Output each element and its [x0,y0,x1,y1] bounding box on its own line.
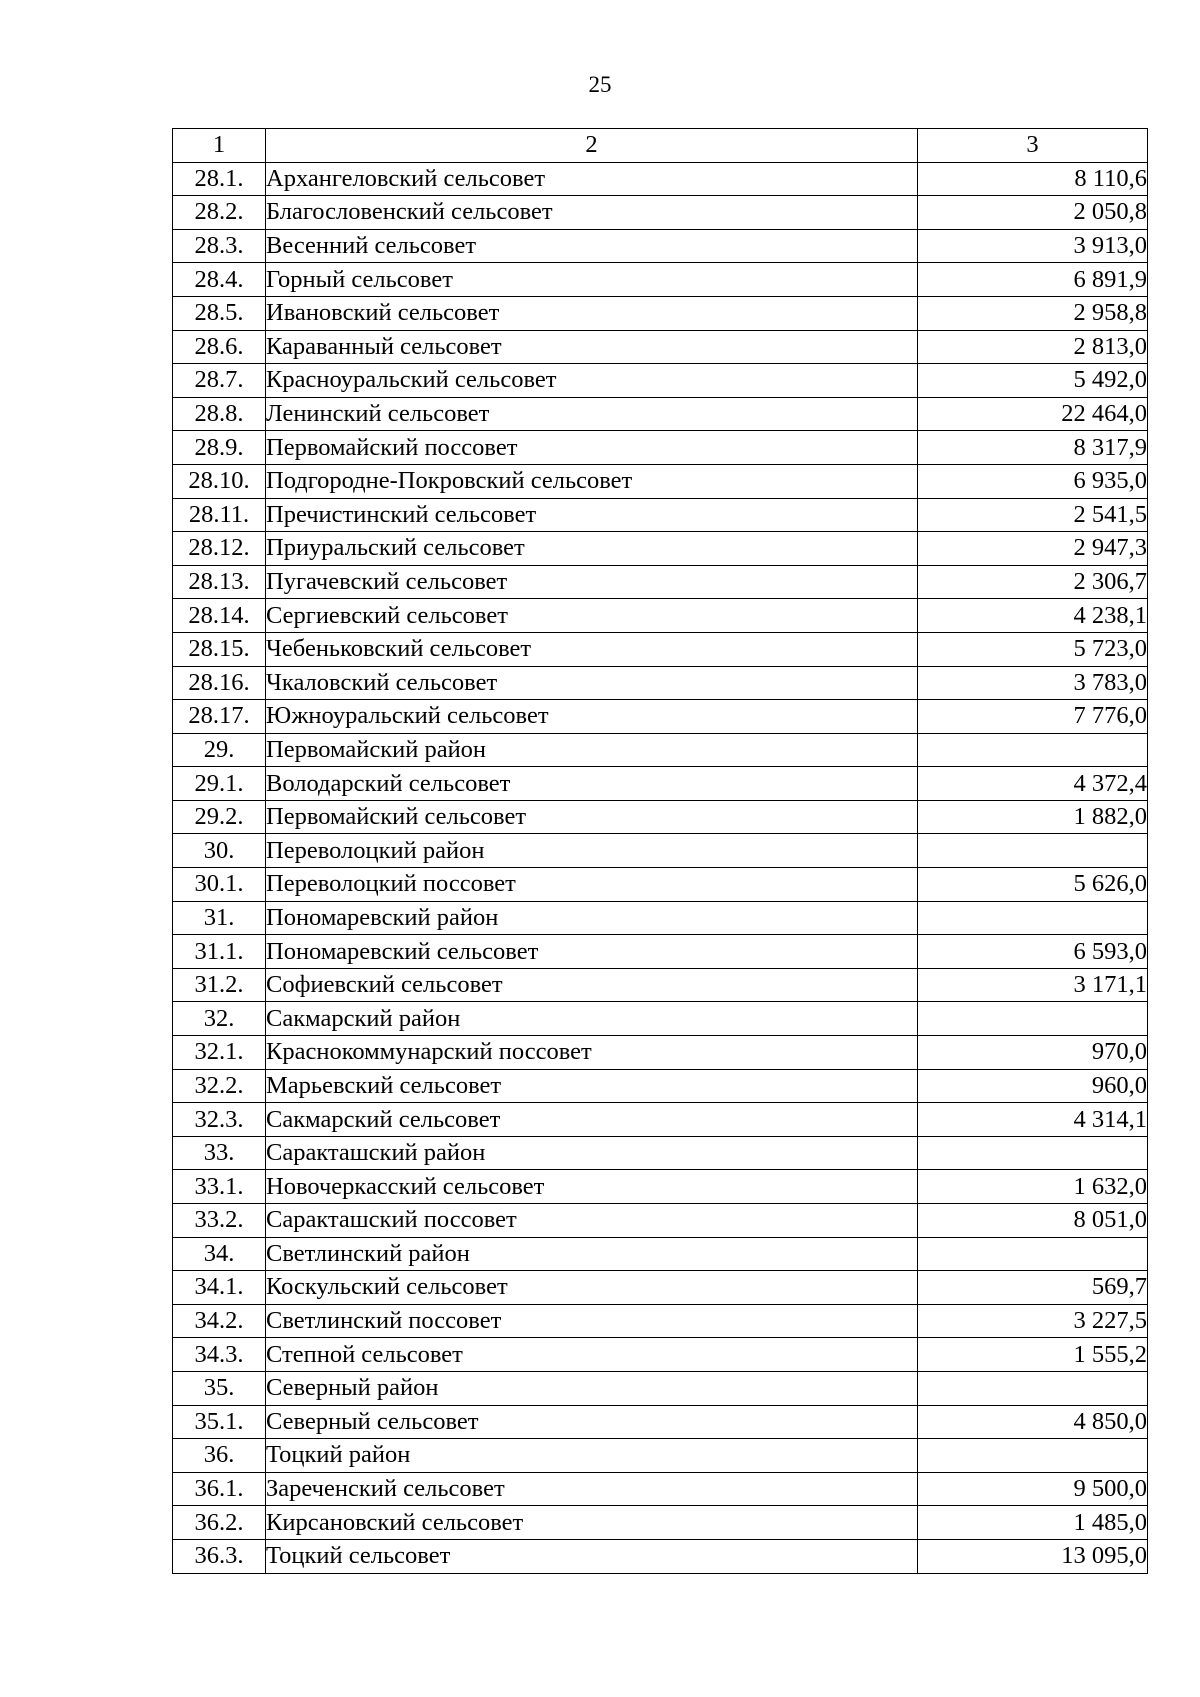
row-value: 6 891,9 [918,263,1148,297]
row-name: Северный район [266,1371,918,1405]
row-name: Южноуральский сельсовет [266,700,918,734]
row-name: Красноуральский сельсовет [266,364,918,398]
page-number: 25 [588,72,612,97]
row-value: 22 464,0 [918,397,1148,431]
row-name: Степной сельсовет [266,1338,918,1372]
row-number: 36.2. [173,1506,266,1540]
row-number: 31.1. [173,935,266,969]
row-value: 2 050,8 [918,196,1148,230]
row-number: 36.3. [173,1539,266,1573]
table-row [173,1136,1148,1170]
row-name: Ивановский сельсовет [266,296,918,330]
table-row [173,700,1148,734]
row-name: Пономаревский район [266,901,918,935]
row-value: 8 110,6 [918,162,1148,196]
row-value: 2 541,5 [918,498,1148,532]
table-row [173,666,1148,700]
row-number: 34.1. [173,1271,266,1305]
row-value: 960,0 [918,1069,1148,1103]
row-value [918,1439,1148,1473]
table-row [173,1002,1148,1036]
row-number: 28.11. [173,498,266,532]
row-name: Сакмарский сельсовет [266,1103,918,1137]
row-value: 6 935,0 [918,464,1148,498]
header-col-3: 3 [918,129,1148,163]
row-name: Пономаревский сельсовет [266,935,918,969]
table-row [173,464,1148,498]
row-value: 4 238,1 [918,599,1148,633]
row-number: 28.6. [173,330,266,364]
row-value [918,1002,1148,1036]
table-row [173,565,1148,599]
table-row [173,532,1148,566]
row-number: 29.1. [173,767,266,801]
row-name: Тоцкий сельсовет [266,1539,918,1573]
row-number: 29. [173,733,266,767]
row-value [918,733,1148,767]
table-row [173,800,1148,834]
header-col-2: 2 [266,129,918,163]
table-row [173,1439,1148,1473]
row-number: 28.10. [173,464,266,498]
table-row [173,263,1148,297]
row-name: Приуральский сельсовет [266,532,918,566]
row-value: 5 492,0 [918,364,1148,398]
table-body [173,129,1148,1574]
row-name: Саракташский поссовет [266,1204,918,1238]
table-row [173,296,1148,330]
row-number: 34.3. [173,1338,266,1372]
table-row [173,397,1148,431]
row-value: 3 227,5 [918,1304,1148,1338]
table-row [173,431,1148,465]
row-number: 33. [173,1136,266,1170]
table-row [173,162,1148,196]
row-value: 1 485,0 [918,1506,1148,1540]
row-value: 2 813,0 [918,330,1148,364]
table-row [173,1103,1148,1137]
row-number: 28.15. [173,632,266,666]
row-value: 4 314,1 [918,1103,1148,1137]
table-row [173,1170,1148,1204]
row-number: 28.17. [173,700,266,734]
row-name: Первомайский сельсовет [266,800,918,834]
row-number: 28.12. [173,532,266,566]
table-row [173,1371,1148,1405]
row-number: 30.1. [173,868,266,902]
row-value: 1 882,0 [918,800,1148,834]
row-number: 31.2. [173,968,266,1002]
row-value: 970,0 [918,1036,1148,1070]
table-header-row [173,129,1148,163]
table-row [173,1304,1148,1338]
row-value [918,901,1148,935]
row-value: 7 776,0 [918,700,1148,734]
row-number: 34. [173,1237,266,1271]
row-number: 35.1. [173,1405,266,1439]
table-row [173,1405,1148,1439]
row-name: Марьевский сельсовет [266,1069,918,1103]
row-number: 28.7. [173,364,266,398]
row-number: 33.1. [173,1170,266,1204]
row-value: 6 593,0 [918,935,1148,969]
row-number: 30. [173,834,266,868]
row-value: 4 850,0 [918,1405,1148,1439]
row-number: 28.3. [173,229,266,263]
table-row [173,1204,1148,1238]
header-col-1: 1 [173,129,266,163]
row-number: 28.14. [173,599,266,633]
row-number: 29.2. [173,800,266,834]
row-value: 8 051,0 [918,1204,1148,1238]
row-name: Благословенский сельсовет [266,196,918,230]
row-value [918,1136,1148,1170]
row-name: Первомайский район [266,733,918,767]
row-number: 28.9. [173,431,266,465]
table-row [173,1036,1148,1070]
row-name: Коскульский сельсовет [266,1271,918,1305]
row-number: 28.2. [173,196,266,230]
table-row [173,599,1148,633]
row-value: 2 947,3 [918,532,1148,566]
row-number: 32.2. [173,1069,266,1103]
row-number: 35. [173,1371,266,1405]
row-number: 36.1. [173,1472,266,1506]
row-value: 5 626,0 [918,868,1148,902]
table-row [173,733,1148,767]
row-name: Переволоцкий поссовет [266,868,918,902]
row-value: 8 317,9 [918,431,1148,465]
table-row [173,968,1148,1002]
row-number: 28.8. [173,397,266,431]
row-number: 32. [173,1002,266,1036]
row-name: Сергиевский сельсовет [266,599,918,633]
row-name: Северный сельсовет [266,1405,918,1439]
row-name: Зареченский сельсовет [266,1472,918,1506]
row-name: Сакмарский район [266,1002,918,1036]
row-value: 3 171,1 [918,968,1148,1002]
row-name: Ленинский сельсовет [266,397,918,431]
row-name: Краснокоммунарский поссовет [266,1036,918,1070]
row-number: 34.2. [173,1304,266,1338]
row-name: Новочеркасский сельсовет [266,1170,918,1204]
row-name: Горный сельсовет [266,263,918,297]
row-value [918,1237,1148,1271]
row-number: 32.1. [173,1036,266,1070]
row-name: Первомайский поссовет [266,431,918,465]
row-name: Тоцкий район [266,1439,918,1473]
row-value: 569,7 [918,1271,1148,1305]
row-number: 32.3. [173,1103,266,1137]
table-row [173,364,1148,398]
table-row [173,1069,1148,1103]
row-number: 33.2. [173,1204,266,1238]
table-row [173,935,1148,969]
row-value: 1 632,0 [918,1170,1148,1204]
table-row [173,632,1148,666]
table-row [173,1237,1148,1271]
table-row [173,229,1148,263]
table-row [173,196,1148,230]
row-number: 31. [173,901,266,935]
table-row [173,901,1148,935]
row-name: Пугачевский сельсовет [266,565,918,599]
row-value [918,1371,1148,1405]
row-name: Кирсановский сельсовет [266,1506,918,1540]
row-number: 28.1. [173,162,266,196]
row-value: 1 555,2 [918,1338,1148,1372]
row-name: Чебеньковский сельсовет [266,632,918,666]
row-name: Саракташский район [266,1136,918,1170]
row-number: 36. [173,1439,266,1473]
table-row [173,767,1148,801]
row-value: 3 913,0 [918,229,1148,263]
table-row [173,330,1148,364]
row-value: 4 372,4 [918,767,1148,801]
row-value: 3 783,0 [918,666,1148,700]
row-number: 28.4. [173,263,266,297]
table-row [173,1338,1148,1372]
row-name: Светлинский район [266,1237,918,1271]
table-row [173,498,1148,532]
row-name: Светлинский поссовет [266,1304,918,1338]
table-row [173,1539,1148,1573]
row-name: Подгородне-Покровский сельсовет [266,464,918,498]
table-row [173,1472,1148,1506]
table-row [173,834,1148,868]
row-value: 9 500,0 [918,1472,1148,1506]
table-row [173,1271,1148,1305]
row-name: Архангеловский сельсовет [266,162,918,196]
row-value [918,834,1148,868]
row-name: Чкаловский сельсовет [266,666,918,700]
row-name: Пречистинский сельсовет [266,498,918,532]
row-value: 13 095,0 [918,1539,1148,1573]
row-value: 2 306,7 [918,565,1148,599]
row-value: 2 958,8 [918,296,1148,330]
row-name: Володарский сельсовет [266,767,918,801]
row-number: 28.13. [173,565,266,599]
row-name: Караванный сельсовет [266,330,918,364]
row-name: Софиевский сельсовет [266,968,918,1002]
row-number: 28.16. [173,666,266,700]
row-name: Переволоцкий район [266,834,918,868]
row-value: 5 723,0 [918,632,1148,666]
row-number: 28.5. [173,296,266,330]
data-table [172,128,1148,1574]
table-row [173,1506,1148,1540]
table-row [173,868,1148,902]
row-name: Весенний сельсовет [266,229,918,263]
